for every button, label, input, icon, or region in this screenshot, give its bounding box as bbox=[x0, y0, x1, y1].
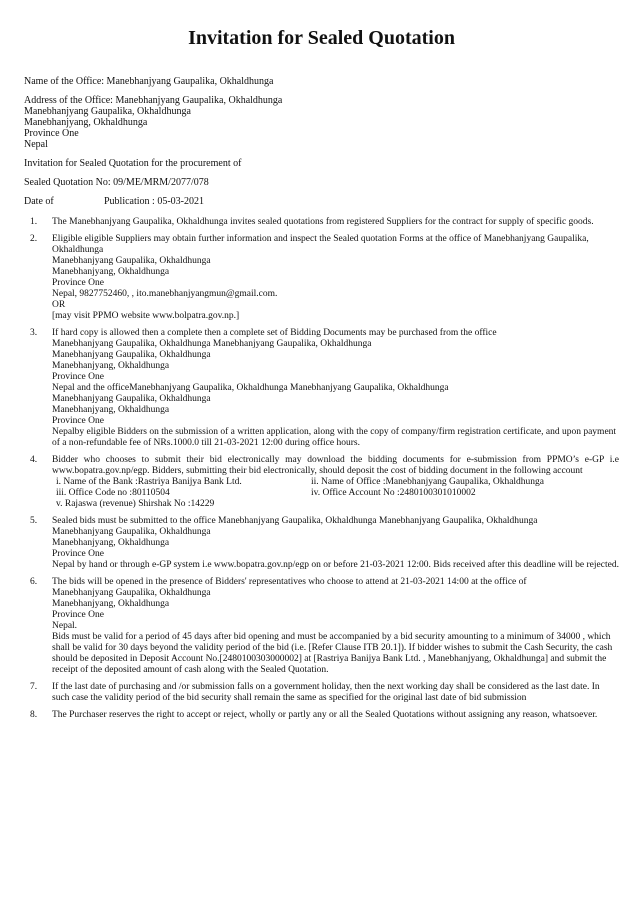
item-text: Nepalby eligible Bidders on the submission of a written application, along with the copy of company/firm registration certificate, and upon payment of a non-refundable fee of NRs.1000.0 till 21-03-2021 12:00 during office hours. bbox=[52, 427, 617, 448]
item-text: Manebhanjyang Gaupalika, Okhaldhunga bbox=[52, 588, 211, 598]
publication-label: Date of bbox=[24, 196, 54, 207]
item-number: 5. bbox=[30, 516, 38, 526]
address-line: Address of the Office: Manebhanjyang Gaupalika, Okhaldhunga bbox=[24, 95, 283, 106]
list-item bbox=[24, 455, 619, 510]
item-number: 7. bbox=[30, 682, 38, 692]
item-text: Bids must be valid for a period of 45 days after bid opening and must be accompanied by a bid security amounting to a minimum of 34000 , which shall be valid for 30 days beyond the validity period of the bid (i.e. [Refer Clause ITB 20.1]). If bidder wishes to submit the Cash Security, the cash should be deposited in Deposit Account No.[2480100303000002] at [Rastriya Banijya Bank Ltd. , Manebhanjyang, Okhaldhunga] and submit the receipt of the deposited amount of cash along with the Sealed Quotation. bbox=[52, 632, 613, 675]
item-text: Manebhanjyang Gaupalika, Okhaldhunga bbox=[52, 527, 211, 537]
item-number: 1. bbox=[30, 217, 38, 227]
item-text: Manebhanjyang, Okhaldhunga bbox=[52, 405, 170, 415]
publication-value: Publication : 05-03-2021 bbox=[104, 196, 204, 207]
address-line: Manebhanjyang, Okhaldhunga bbox=[24, 117, 148, 128]
account-field: ii. Name of Office :Manebhanjyang Gaupalika, Okhaldhunga bbox=[311, 477, 545, 487]
account-field: iii. Office Code no :80110504 bbox=[56, 488, 170, 498]
item-text: Manebhanjyang, Okhaldhunga bbox=[52, 538, 170, 548]
invitation-line: Invitation for Sealed Quotation for the procurement of bbox=[24, 158, 242, 169]
item-text: Eligible eligible Suppliers may obtain further information and inspect the Sealed quotation Forms at the office of Manebhanjyang Gaupalika, Okhaldhunga bbox=[52, 234, 589, 255]
office-name: Name of the Office: Manebhanjyang Gaupalika, Okhaldhunga bbox=[24, 76, 274, 87]
list-item bbox=[24, 328, 619, 449]
list-item bbox=[24, 710, 619, 721]
account-field: i. Name of the Bank :Rastriya Banijya Bank Ltd. bbox=[56, 477, 242, 487]
item-text: Manebhanjyang, Okhaldhunga bbox=[52, 361, 170, 371]
item-text: Nepal by hand or through e-GP system i.e www.bopatra.gov.np/egp on or before 21-03-2021 12:00. Bids received after this deadline will be rejected. bbox=[52, 560, 619, 570]
item-number: 3. bbox=[30, 328, 38, 338]
item-text: Manebhanjyang Gaupalika, Okhaldhunga bbox=[52, 350, 211, 360]
item-text: Nepal. bbox=[52, 621, 78, 631]
account-field: v. Rajaswa (revenue) Shirshak No :14229 bbox=[56, 499, 215, 509]
bank-account-row bbox=[52, 488, 619, 499]
item-text: Nepal and the officeManebhanjyang Gaupalika, Okhaldhunga Manebhanjyang Gaupalika, Okhaldhunga bbox=[52, 383, 449, 393]
item-text: Bidder who chooses to submit their bid electronically may download the bidding documents for e-submission from PPMO’s e-GP i.e www.bopatra.gov.np/egp. Bidders, submitting their bid electronically, should deposit the cost of bidding document in the following account bbox=[52, 455, 619, 476]
account-field: iv. Office Account No :2480100301010002 bbox=[311, 488, 476, 498]
item-text: The Manebhanjyang Gaupalika, Okhaldhunga invites sealed quotations from registered Suppliers for the contract for supply of specific goods. bbox=[52, 217, 594, 227]
item-text: Sealed bids must be submitted to the office Manebhanjyang Gaupalika, Okhaldhunga Manebhanjyang Gaupalika, Okhaldhunga bbox=[52, 516, 538, 526]
item-text: Province One bbox=[52, 549, 104, 559]
list-item bbox=[24, 682, 619, 704]
address-line: Province One bbox=[24, 128, 79, 139]
item-number: 4. bbox=[30, 455, 38, 465]
item-text: Manebhanjyang Gaupalika, Okhaldhunga bbox=[52, 394, 211, 404]
item-text: OR bbox=[52, 300, 66, 310]
item-text: If hard copy is allowed then a complete then a complete set of Bidding Documents may be purchased from the office bbox=[52, 328, 497, 338]
bank-account-row bbox=[52, 477, 619, 488]
office-address bbox=[24, 95, 619, 150]
list-item bbox=[24, 516, 619, 571]
page-title: Invitation for Sealed Quotation bbox=[188, 27, 455, 49]
address-line: Manebhanjyang Gaupalika, Okhaldhunga bbox=[24, 106, 191, 117]
item-text: The Purchaser reserves the right to accept or reject, wholly or partly any or all the Sealed Quotations without assigning any reason, whatsoever. bbox=[52, 710, 598, 720]
item-text: Manebhanjyang Gaupalika, Okhaldhunga bbox=[52, 256, 211, 266]
item-text: If the last date of purchasing and /or submission falls on a government holiday, then the next working day shall be considered as the last date. In such case the validity period of the bid security shall remain the same as specified for the original last date of bid submission bbox=[52, 682, 600, 703]
terms-list bbox=[24, 217, 619, 721]
item-text: Province One bbox=[52, 372, 104, 382]
item-number: 2. bbox=[30, 234, 38, 244]
item-number: 6. bbox=[30, 577, 38, 587]
list-item bbox=[24, 217, 619, 228]
item-text: The bids will be opened in the presence of Bidders' representatives who choose to attend at 21-03-2021 14:00 at the office of bbox=[52, 577, 527, 587]
item-text: [may visit PPMO website www.bolpatra.gov.np.] bbox=[52, 311, 240, 321]
list-item bbox=[24, 577, 619, 676]
publication-date bbox=[24, 196, 619, 207]
item-text: Manebhanjyang, Okhaldhunga bbox=[52, 599, 170, 609]
item-text: Province One bbox=[52, 278, 104, 288]
item-text: Nepal, 9827752460, , ito.manebhanjyangmun@gmail.com. bbox=[52, 289, 278, 299]
item-number: 8. bbox=[30, 710, 38, 720]
list-item bbox=[24, 234, 619, 322]
address-line: Nepal bbox=[24, 139, 48, 150]
item-text: Province One bbox=[52, 610, 104, 620]
item-text: Manebhanjyang Gaupalika, Okhaldhunga Manebhanjyang Gaupalika, Okhaldhunga bbox=[52, 339, 372, 349]
item-text: Province One bbox=[52, 416, 104, 426]
item-text: Manebhanjyang, Okhaldhunga bbox=[52, 267, 170, 277]
quotation-number: Sealed Quotation No: 09/ME/MRM/2077/078 bbox=[24, 177, 209, 188]
